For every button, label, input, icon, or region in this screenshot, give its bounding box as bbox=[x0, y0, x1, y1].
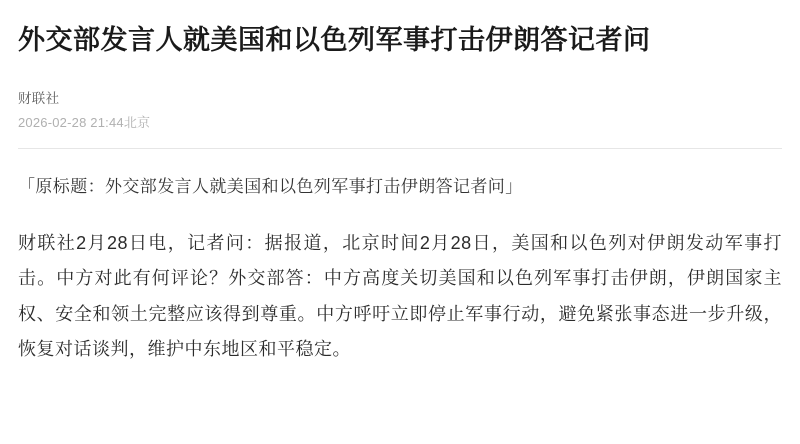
article-source: 财联社 bbox=[18, 91, 60, 107]
meta-divider bbox=[18, 148, 782, 149]
article-timestamp: 2026-02-28 21:44北京 bbox=[18, 115, 151, 131]
article-meta bbox=[18, 88, 782, 134]
page-title: 外交部发言人就美国和以色列军事打击伊朗答记者问 bbox=[18, 25, 651, 55]
article-body: 财联社2月28日电，记者问：据报道，北京时间2月28日，美国和以色列对伊朗发动军事打击。中方对此有何评论？外交部答：中方高度关切美国和以色列军事打击伊朗，伊朗国家主权、安全和领土完整应该得到尊重。中方呼吁立即停止军事行动，避免紧张事态进一步升级，恢复对话谈判，维护中东地区和平稳定。 bbox=[18, 233, 782, 359]
original-title: 「原标题：外交部发言人就美国和以色列军事打击伊朗答记者问」 bbox=[18, 177, 523, 197]
